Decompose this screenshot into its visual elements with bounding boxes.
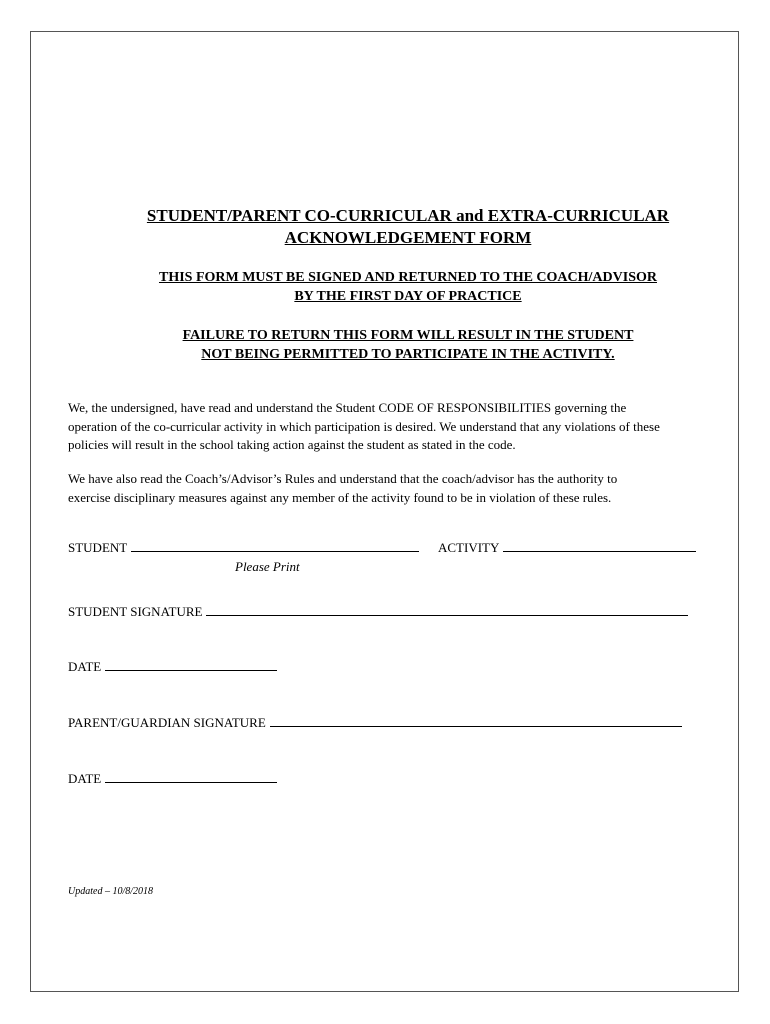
student-signature-label: STUDENT SIGNATURE <box>68 604 203 619</box>
paragraph-line: policies will result in the school taking action against the student as stated in the code. <box>68 437 516 452</box>
updated-date-footer: Updated – 10/8/2018 <box>68 886 153 897</box>
form-title-line-2: ACKNOWLEDGEMENT FORM <box>284 228 532 247</box>
code-of-responsibilities-paragraph <box>68 399 708 455</box>
page-border <box>30 31 739 992</box>
paragraph-line: We have also read the Coach’s/Advisor’s Rules and understand that the coach/advisor has the authority to <box>68 471 618 486</box>
coach-rules-paragraph <box>68 470 708 507</box>
paragraph-line: exercise disciplinary measures against any member of the activity found to be in violation of these rules. <box>68 489 612 505</box>
parent-date-row <box>68 771 277 787</box>
return-deadline-line-2: BY THE FIRST DAY OF PRACTICE <box>294 289 522 304</box>
return-deadline-line-1: THIS FORM MUST BE SIGNED AND RETURNED TO THE COACH/ADVISOR <box>158 270 657 285</box>
student-signature-row <box>68 604 688 620</box>
form-title-line-1: STUDENT/PARENT CO-CURRICULAR and EXTRA-CURRICULAR <box>146 206 670 225</box>
form-title <box>68 205 748 249</box>
student-name-row <box>68 540 419 556</box>
activity-label: ACTIVITY <box>438 540 500 555</box>
please-print-hint: Please Print <box>235 559 300 574</box>
failure-warning-line-1: FAILURE TO RETURN THIS FORM WILL RESULT IN THE STUDENT <box>182 328 634 343</box>
student-name-field[interactable] <box>131 540 419 552</box>
parent-date-field[interactable] <box>105 771 277 783</box>
parent-date-label: DATE <box>68 771 102 786</box>
paragraph-line: We, the undersigned, have read and understand the Student CODE OF RESPONSIBILITIES governing the <box>68 400 627 415</box>
student-date-field[interactable] <box>105 659 277 671</box>
parent-signature-row <box>68 715 682 731</box>
parent-signature-label: PARENT/GUARDIAN SIGNATURE <box>68 715 266 730</box>
failure-warning-notice <box>68 326 748 364</box>
student-signature-field[interactable] <box>206 604 688 616</box>
failure-warning-line-2: NOT BEING PERMITTED TO PARTICIPATE IN THE ACTIVITY. <box>201 347 615 362</box>
student-name-label: STUDENT <box>68 540 128 555</box>
activity-row <box>438 540 696 556</box>
paragraph-line: operation of the co-curricular activity in which participation is desired. We understand that any violations of these <box>68 418 660 434</box>
return-deadline-notice <box>68 268 748 306</box>
activity-field[interactable] <box>503 540 696 552</box>
student-date-label: DATE <box>68 659 102 674</box>
student-date-row <box>68 659 277 675</box>
parent-signature-field[interactable] <box>270 715 682 727</box>
